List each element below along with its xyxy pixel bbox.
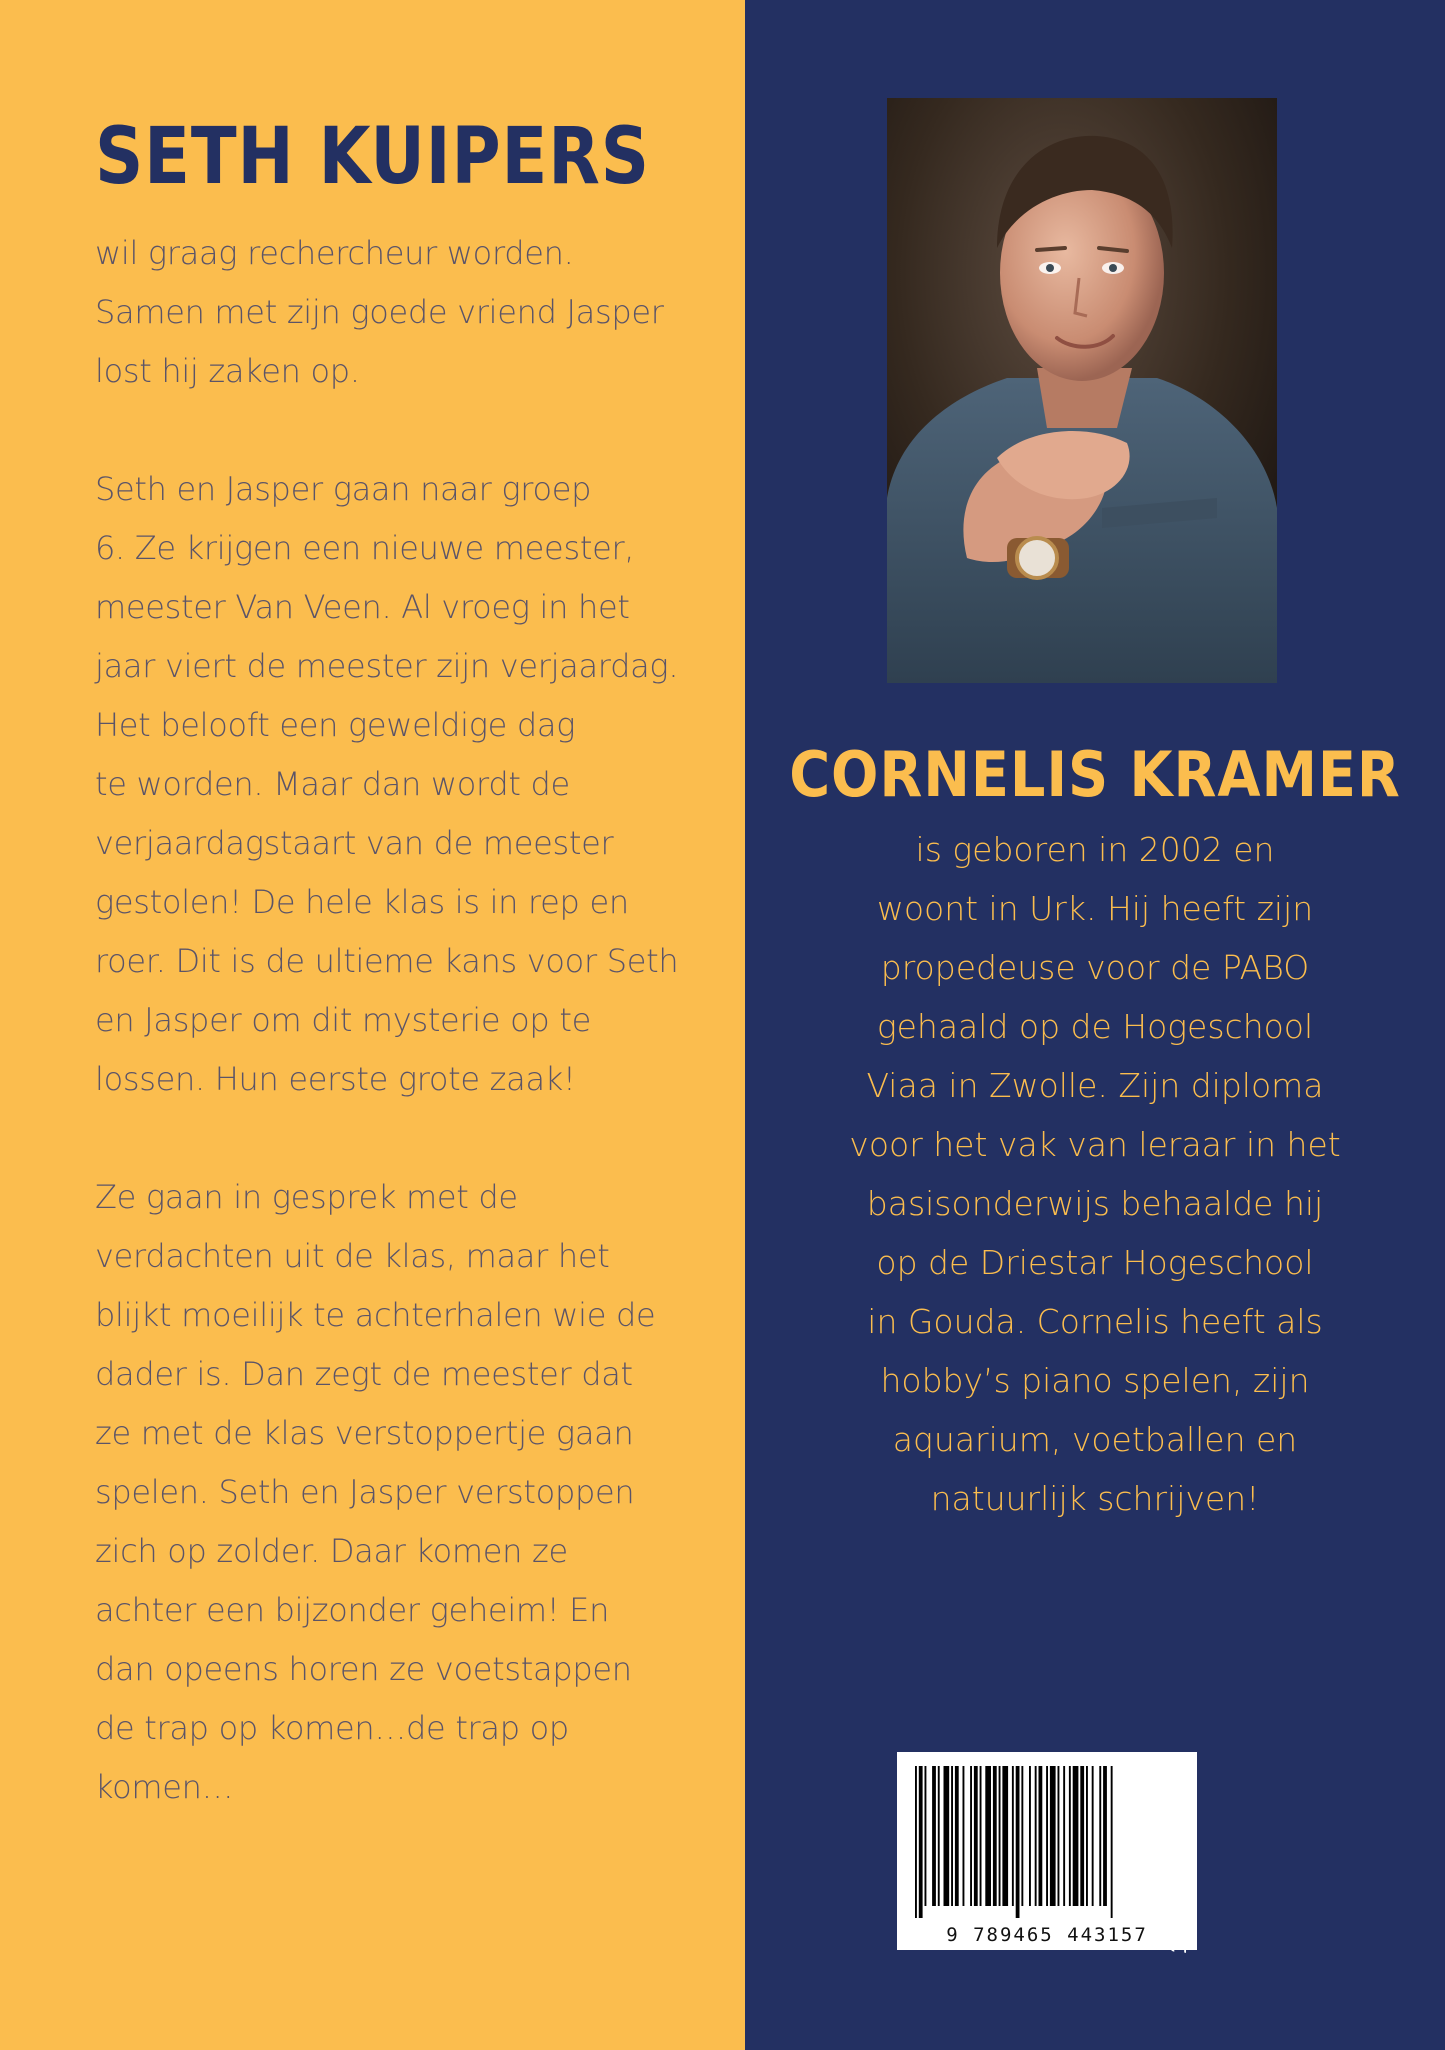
barcode-bar: [974, 1766, 978, 1906]
blurb-line: lost hij zaken op.: [95, 352, 360, 390]
blurb-line: ze met de klas verstoppertje gaan: [95, 1414, 634, 1452]
blurb-line: achter een bijzonder geheim! En: [95, 1591, 610, 1629]
barcode-bar: [915, 1766, 917, 1918]
barcode-bar: [980, 1766, 982, 1906]
barcode-bar: [1035, 1766, 1037, 1906]
barcode-bar: [999, 1766, 1001, 1906]
blurb-line: gestolen! De hele klas is in rep en: [95, 883, 629, 921]
barcode-bar: [1016, 1766, 1020, 1918]
bio-line: gehaald op de Hogeschool: [876, 1007, 1314, 1046]
barcode-bar: [970, 1766, 972, 1906]
blurb-line: Seth en Jasper gaan naar groep: [95, 470, 592, 508]
blurb-line: zich op zolder. Daar komen ze: [95, 1532, 568, 1570]
blurb-line: 6. Ze krijgen een nieuwe meester,: [95, 529, 635, 567]
blurb-line: blijkt moeilijk te achterhalen wie de: [95, 1296, 656, 1334]
barcode-bar: [951, 1766, 953, 1906]
barcode-bar: [1069, 1766, 1071, 1906]
blurb-line: komen…: [95, 1768, 234, 1806]
barcode-bar: [1039, 1766, 1043, 1906]
blurb-line: verjaardagstaart van de meester: [95, 824, 614, 862]
bio-line: is geboren in 2002 en: [915, 830, 1275, 869]
series-title: SETH KUIPERS: [95, 112, 650, 202]
barcode-bar: [1092, 1766, 1094, 1906]
bio-line: basisonderwijs behaalde hij: [866, 1184, 1324, 1223]
blurb-paragraph-3: [95, 1168, 705, 1817]
blurb-line: Samen met zijn goede vriend Jasper: [95, 293, 664, 331]
barcode-bar: [1021, 1766, 1023, 1906]
author-bio: [745, 820, 1445, 1528]
blurb-line: de trap op komen…de trap op: [95, 1709, 569, 1747]
blurb-line: verdachten uit de klas, maar het: [95, 1237, 610, 1275]
blurb-line: lossen. Hun eerste grote zaak!: [95, 1060, 576, 1098]
blurb-line: jaar viert de meester zijn verjaardag.: [95, 647, 679, 685]
barcode-bar: [1080, 1766, 1084, 1906]
author-portrait-image: [887, 98, 1277, 683]
barcode-bars: [897, 1752, 1197, 1920]
barcode-bar: [1029, 1766, 1031, 1906]
barcode-bar: [944, 1766, 950, 1906]
bio-line: natuurlijk schrijven!: [930, 1479, 1260, 1518]
barcode-bar: [919, 1766, 923, 1918]
author-photo: [887, 98, 1277, 683]
barcode-bar: [963, 1766, 965, 1906]
barcode-bar: [993, 1766, 997, 1906]
barcode-bar: [1103, 1766, 1107, 1906]
barcode-bar: [1046, 1766, 1048, 1906]
blurb-line: Het belooft een geweldige dag: [95, 706, 576, 744]
blurb-line: dan opeens horen ze voetstappen: [95, 1650, 632, 1688]
barcode-bar: [1086, 1766, 1088, 1906]
barcode-bar: [1111, 1766, 1113, 1918]
isbn-number: 9 789465 443157: [946, 1924, 1148, 1946]
barcode-bar: [1002, 1766, 1008, 1906]
barcode-bar: [1099, 1766, 1101, 1906]
bio-line: in Gouda. Cornelis heeft als: [867, 1302, 1323, 1341]
blurb-line: dader is. Dan zegt de meester dat: [95, 1355, 633, 1393]
barcode-bar: [1050, 1766, 1056, 1906]
blurb-line: Ze gaan in gesprek met de: [95, 1178, 518, 1216]
blurb-line: roer. Dit is de ultieme kans voor Seth: [95, 942, 679, 980]
bio-line: voor het vak van leraar in het: [849, 1125, 1341, 1164]
barcode-bar: [955, 1766, 959, 1906]
barcode-bar: [938, 1766, 940, 1906]
bio-line: Viaa in Zwolle. Zijn diploma: [866, 1066, 1324, 1105]
blurb-line: meester Van Veen. Al vroeg in het: [95, 588, 630, 626]
blurb-line: wil graag rechercheur worden.: [95, 234, 574, 272]
blurb-paragraph-2: [95, 460, 705, 1109]
barcode-bar: [985, 1766, 991, 1906]
barcode-bar: [1058, 1766, 1060, 1906]
publisher-logo: boek·scout: [1162, 1770, 1198, 1954]
blurb-paragraph-1: [95, 224, 705, 401]
bio-line: op de Driestar Hogeschool: [876, 1243, 1314, 1282]
bio-line: woont in Urk. Hij heeft zijn: [876, 889, 1314, 928]
bio-line: propedeuse voor de PABO: [880, 948, 1310, 987]
barcode-bar: [925, 1766, 927, 1906]
barcode-bar: [1063, 1766, 1065, 1906]
bio-line: aquarium, voetballen en: [892, 1420, 1298, 1459]
bio-line: hobby’s piano spelen, zijn: [880, 1361, 1310, 1400]
barcode-bar: [1073, 1766, 1079, 1906]
isbn-barcode: [897, 1752, 1197, 1950]
author-name: CORNELIS KRAMER: [789, 738, 1401, 811]
blurb-line: te worden. Maar dan wordt de: [95, 765, 570, 803]
blurb-line: spelen. Seth en Jasper verstoppen: [95, 1473, 635, 1511]
blurb-line: en Jasper om dit mysterie op te: [95, 1001, 591, 1039]
barcode-bar: [1012, 1766, 1014, 1906]
book-blurb: [95, 224, 705, 1817]
barcode-bar: [932, 1766, 936, 1906]
